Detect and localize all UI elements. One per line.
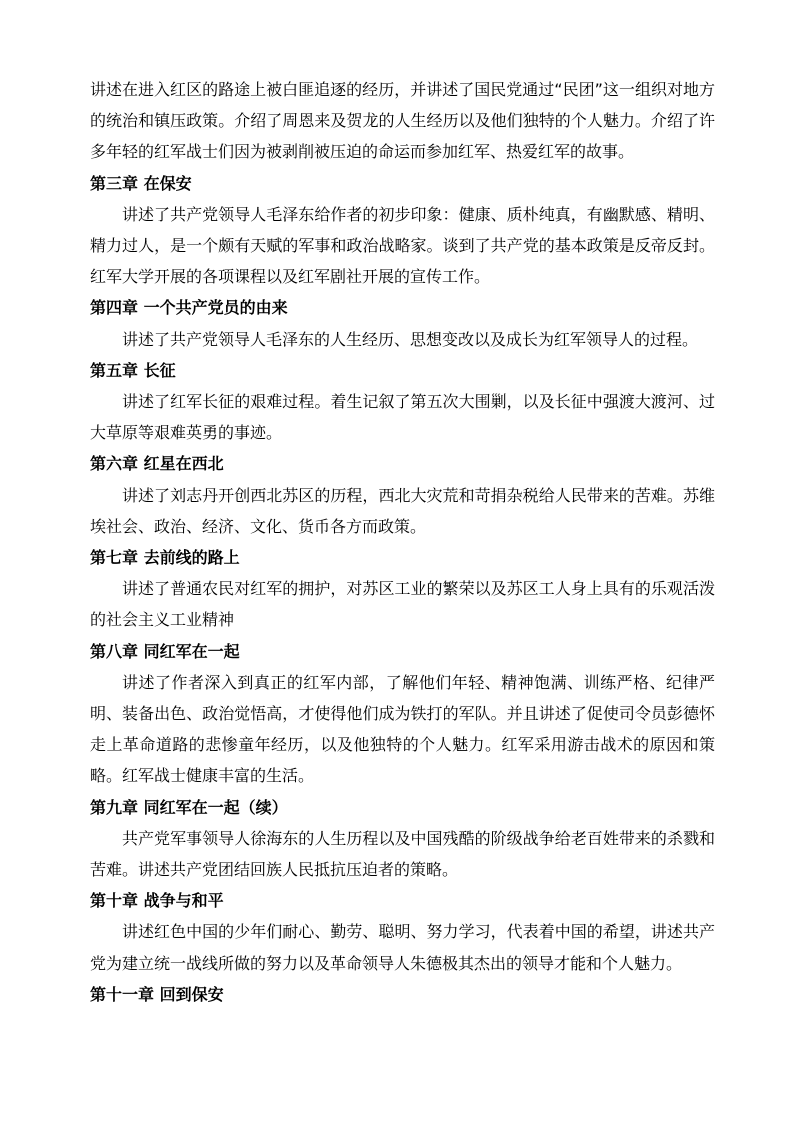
chapter-3-heading: 第三章 在保安 xyxy=(90,173,192,193)
chapter-4-heading: 第四章 一个共产党员的由来 xyxy=(90,298,288,318)
chapter-8-summary: 讲述了作者深入到真正的红军内部，了解他们年轻、精神饱满、训练严格、纪律严明、装备出色、政治觉悟高，才使得他们成为铁打的军队。并且讲述了促使司令员彭德怀走上革命道路的悲惨童年经历，以及他独特的个人魅力。红军采用游击战术的原因和策略。红军战士健康丰富的生活。 xyxy=(90,672,715,786)
chapter-9-summary: 共产党军事领导人徐海东的人生历程以及中国残酷的阶级战争给老百姓带来的杀戮和苦难。讲述共产党团结回族人民抵抗压迫者的策略。 xyxy=(90,828,715,880)
document-page xyxy=(90,74,715,1010)
chapter-5-heading: 第五章 长征 xyxy=(90,360,176,380)
chapter-3-summary: 讲述了共产党领导人毛泽东给作者的初步印象：健康、质朴纯真，有幽默感、精明、精力过人，是一个颇有天赋的军事和政治战略家。谈到了共产党的基本政策是反帝反封。红军大学开展的各项课程以及红军剧社开展的宣传工作。 xyxy=(90,204,715,287)
intro-paragraph: 讲述在进入红区的路途上被白匪追逐的经历，并讲述了国民党通过“民团”这一组织对地方的统治和镇压政策。介绍了周恩来及贺龙的人生经历以及他们独特的个人魅力。介绍了许多年轻的红军战士们因为被剥削被压迫的命运而参加红军、热爱红军的故事。 xyxy=(90,80,715,162)
chapter-9-heading: 第九章 同红军在一起（续） xyxy=(90,797,288,817)
chapter-11-heading: 第十一章 回到保安 xyxy=(90,984,224,1004)
chapter-6-summary: 讲述了刘志丹开创西北苏区的历程，西北大灾荒和苛捐杂税给人民带来的苦难。苏维埃社会、政治、经济、文化、货币各方而政策。 xyxy=(90,485,715,536)
chapter-5-summary: 讲述了红军长征的艰难过程。着生记叙了第五次大围剿，以及长征中强渡大渡河、过大草原等艰难英勇的事迹。 xyxy=(90,392,715,443)
chapter-10-heading: 第十章 战争与和平 xyxy=(90,891,224,911)
chapter-4-summary: 讲述了共产党领导人毛泽东的人生经历、思想变改以及成长为红军领导人的过程。 xyxy=(122,329,699,349)
chapter-6-heading: 第六章 红星在西北 xyxy=(90,454,224,474)
chapter-7-summary: 讲述了普通农民对红军的拥护，对苏区工业的繁荣以及苏区工人身上具有的乐观活泼的社会主义工业精神 xyxy=(90,579,715,630)
chapter-7-heading: 第七章 去前线的路上 xyxy=(90,548,240,568)
chapter-10-summary: 讲述红色中国的少年们耐心、勤劳、聪明、努力学习，代表着中国的希望，讲述共产党为建立统一战线所做的努力以及革命领导人朱德极其杰出的领导才能和个人魅力。 xyxy=(90,922,715,973)
chapter-8-heading: 第八章 同红军在一起 xyxy=(90,641,240,661)
